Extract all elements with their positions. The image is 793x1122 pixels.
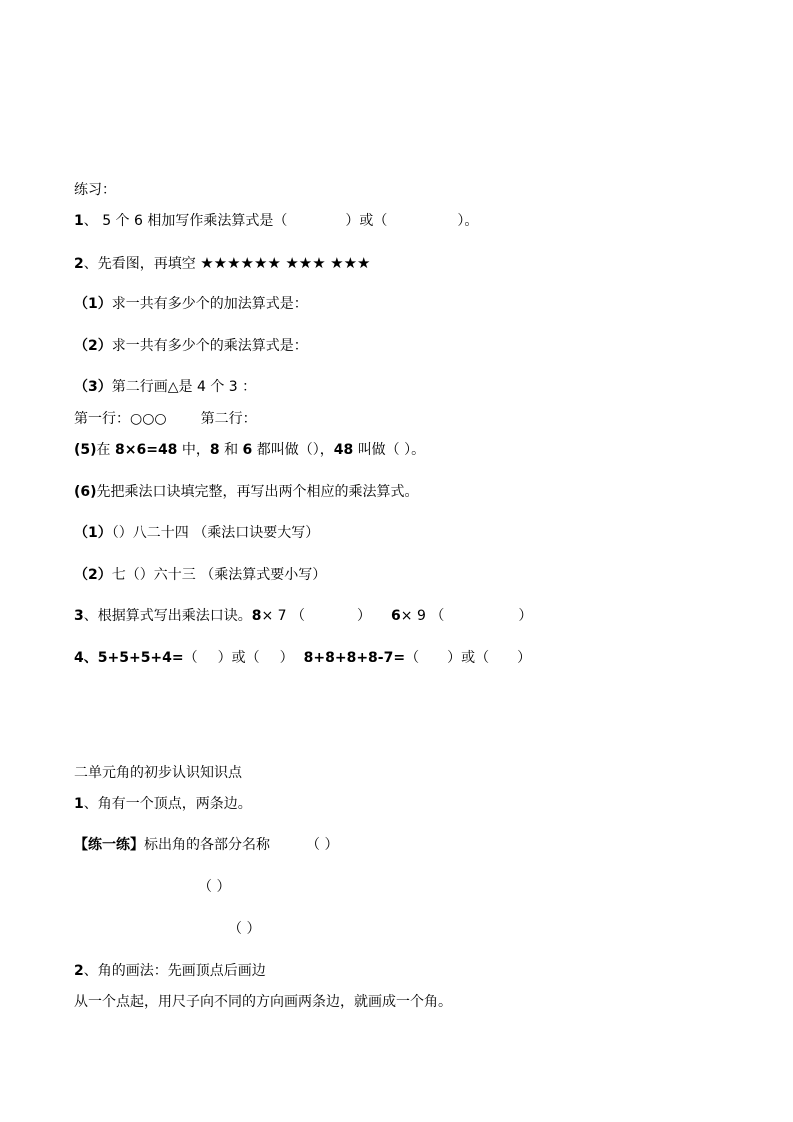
- question-6: [74, 482, 419, 502]
- question-5: [74, 440, 425, 460]
- q3-close1: ）: [357, 608, 372, 624]
- q4-c2: ）: [517, 650, 532, 666]
- question-6-part-2: [74, 565, 326, 585]
- q3-expr1-num: 8: [251, 608, 262, 624]
- question-6-text: 先把乘法口诀填完整，再写出两个相应的乘法算式。: [96, 484, 419, 500]
- part-text: 第二行画△是 4 个 3 ：: [111, 379, 257, 395]
- angle-blank-2: （ ）: [198, 879, 231, 895]
- q4-expr1: 、5+5+5+4=: [83, 650, 184, 666]
- question-3: [74, 606, 532, 626]
- question-2-part-3: [74, 377, 256, 397]
- q4-or2: ）或（: [447, 650, 490, 666]
- part-label: （1）: [74, 525, 112, 541]
- q5-text-e: 叫做（ ）。: [357, 442, 426, 458]
- q5-num-8: 8: [209, 442, 220, 458]
- question-3-text: 、根据算式写出乘法口诀。: [83, 608, 252, 624]
- question-6-label: (6): [74, 484, 97, 500]
- q5-num-48: 48: [333, 442, 354, 458]
- q4-p1: （: [183, 650, 198, 666]
- star-group-3: ★★★: [330, 254, 371, 272]
- knowledge-2: [74, 961, 266, 981]
- q5-text-a: 在: [96, 442, 111, 458]
- question-1-end: ）。: [457, 213, 479, 229]
- q5-text-d: 都叫做（），: [256, 442, 334, 458]
- knowledge-1-number: 1: [74, 796, 84, 812]
- knowledge-1-text: 、角有一个顶点，两条边。: [83, 796, 252, 812]
- q4-expr2: 8+8+8+8-7=: [303, 650, 406, 666]
- q5-text-c: 和: [224, 442, 239, 458]
- q3-close2: ）: [518, 608, 533, 624]
- knowledge-2-description: 从一个点起，用尺子向不同的方向画两条边，就画成一个角。: [74, 994, 452, 1010]
- question-3-number: 3: [74, 608, 84, 624]
- part-label: （1）: [74, 296, 112, 312]
- question-2-part-2: [74, 336, 308, 356]
- part-text: （）八二十四 （乘法口诀要大写）: [111, 525, 320, 541]
- exercise-text: 标出角的各部分名称: [144, 837, 270, 853]
- question-2-text: 、先看图，再填空: [83, 256, 196, 272]
- q5-text-b: 中，: [181, 442, 210, 458]
- knowledge-1: [74, 794, 252, 814]
- practice-heading: 练习：: [74, 182, 116, 198]
- star-group-2: ★★★: [285, 254, 326, 272]
- q3-expr2: × 9 （: [400, 608, 445, 624]
- question-1-or: ）或（: [345, 213, 388, 229]
- part-label: （2）: [74, 567, 112, 583]
- unit2-heading: 二单元角的初步认识知识点: [74, 765, 242, 781]
- part-text: 求一共有多少个的加法算式是：: [111, 296, 308, 312]
- q5-expression: 8×6=48: [115, 442, 178, 458]
- question-1-number: 1: [74, 213, 84, 229]
- exercise-line: [74, 835, 338, 855]
- part-text: 求一共有多少个的乘法算式是：: [111, 338, 308, 354]
- q4-c1: ）: [279, 650, 294, 666]
- exercise-blank: （ ）: [306, 837, 339, 853]
- q4-p2: （: [405, 650, 420, 666]
- row-line: [74, 409, 257, 429]
- question-1: [74, 211, 478, 231]
- question-5-label: (5): [74, 442, 97, 458]
- part-label: （3）: [74, 379, 112, 395]
- question-6-part-1: [74, 523, 319, 543]
- question-1-text: 、 5 个 6 相加写作乘法算式是（: [83, 213, 288, 229]
- knowledge-2-text: 、角的画法：先画顶点后画边: [83, 963, 266, 979]
- first-row-label: 第一行：: [74, 411, 130, 427]
- part-text: 七（）六十三 （乘法算式要小写）: [111, 567, 327, 583]
- star-group-1: ★★★★★★: [200, 254, 281, 272]
- angle-blank-3: （ ）: [228, 921, 261, 937]
- question-2-part-1: [74, 294, 308, 314]
- q5-num-6: 6: [242, 442, 253, 458]
- knowledge-2-number: 2: [74, 963, 84, 979]
- q3-expr2-num: 6: [391, 608, 401, 624]
- exercise-label: 【练一练】: [74, 837, 144, 853]
- question-2-number: 2: [74, 256, 84, 272]
- part-label: （2）: [74, 338, 112, 354]
- circles: ○○○: [130, 411, 167, 427]
- q4-or1: ）或（: [217, 650, 260, 666]
- question-2: [74, 253, 370, 274]
- question-4-number: 4: [74, 650, 84, 666]
- second-row-label: 第二行：: [200, 411, 257, 427]
- q3-expr1: × 7 （: [261, 608, 306, 624]
- question-4: [74, 648, 531, 668]
